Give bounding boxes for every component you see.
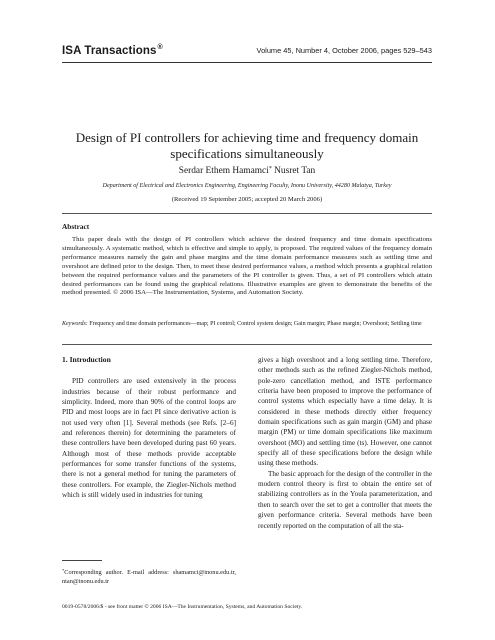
author-1: Serdar Ethem Hamamci bbox=[178, 166, 269, 176]
page-footer: 0019-0578/2006/$ - see front matter © 2006 ISA—The Instrumentation, Systems, and Automation Society. bbox=[62, 604, 303, 610]
abstract-heading: Abstract bbox=[62, 222, 90, 231]
section-heading: 1. Introduction bbox=[62, 355, 111, 364]
abstract-bottom-divider bbox=[62, 344, 432, 345]
corresponding-author-mark: * bbox=[268, 166, 272, 172]
received-dates: (Received 19 September 2005; accepted 20 March 2006) bbox=[171, 196, 323, 203]
abstract-text: This paper deals with the design of PI controllers which achieve the desired frequency and time domain specifications simultaneously. A systematic method, which is effective and simple to apply, is proposed. The required values of the frequency domain performance measures namely the gain and phase margins and the time domain performance measures such as settling time and overshoot are defined prior to the design. Then, to meet these desired performance values, a method which presents a graphical relation between the required performance values and the parameters of the PI controller is given. Thus, a set of PI controllers which attain desired performances can be found using the graphical relations. Illustrative examples are given to demonstrate the benefits of the method presented. © 2006 ISA—The Instrumentation, Systems, and Automation Society. bbox=[62, 236, 432, 297]
registered-mark: ® bbox=[157, 44, 163, 51]
intro-paragraph-1: PID controllers are used extensively in the process industries because of their robust performance and simplicity. Indeed, more than 90% of the control loops are PID and most loops are in fact PI since derivative action is not used very often [1]. Several methods (see Refs. [2–6] and references therein) for determining the parameters of these controllers have been developed during past 60 years. Although most of these methods provide acceptable performances for some transfer functions of the systems, there is not a general method for tuning the parameters of these controllers. For example, the Ziegler-Nichols method which is still widely used in industries for tuning bbox=[62, 377, 236, 500]
abstract-top-divider bbox=[62, 213, 432, 214]
right-column bbox=[258, 355, 432, 531]
author-2: Nusret Tan bbox=[274, 166, 316, 176]
author-line bbox=[62, 166, 432, 176]
footnote-text: Corresponding author. E-mail address: shamamci@inonu.edu.tr, ntan@inonu.edu.tr bbox=[62, 569, 236, 585]
volume-info: Volume 45, Number 4, October 2006, pages 529–543 bbox=[256, 46, 432, 55]
keywords-text: Frequency and time domain performances—map; PI control; Control system design; Gain margin; Phase margin; Overshoot; Settling time bbox=[89, 321, 422, 327]
left-column bbox=[62, 355, 236, 500]
footnote-divider bbox=[62, 560, 102, 561]
journal-name-text: ISA Transactions bbox=[62, 45, 157, 57]
keywords bbox=[62, 320, 432, 328]
footnote bbox=[62, 566, 236, 586]
article-title: Design of PI controllers for achieving time and frequency domain specifications simultaneously bbox=[75, 130, 419, 161]
intro-paragraph-2: gives a high overshoot and a long settling time. Therefore, other methods such as the refined Ziegler-Nichols method, pole-zero cancellation method, and ISTE performance criteria have been proposed to improve the performance of control systems which especially have a time delay. It is considered in these methods directly either frequency domain specifications such as gain margin (GM) and phase margin (PM) or time domain specifications like maximum overshoot (MO) and settling time (ts). However, one cannot specify all of these specifications before the design while using these methods. bbox=[258, 356, 432, 468]
keywords-label: Keywords: bbox=[62, 321, 88, 327]
footnote-mark: * bbox=[62, 568, 65, 573]
intro-paragraph-3: The basic approach for the design of the controller in the modern control theory is first to obtain the entire set of stabilizing controllers as in the Youla parameterization, and then to search over the set to get a controller that meets the given performance criteria. Several methods have been recently reported on the computation of all the sta- bbox=[258, 469, 432, 530]
header-divider bbox=[62, 62, 432, 63]
affiliation: Department of Electrical and Electronics Engineering, Engineering Faculty, Inonu University, 44280 Malatya, Turkey bbox=[102, 183, 392, 189]
journal-name bbox=[62, 44, 163, 57]
journal-header bbox=[62, 44, 432, 60]
